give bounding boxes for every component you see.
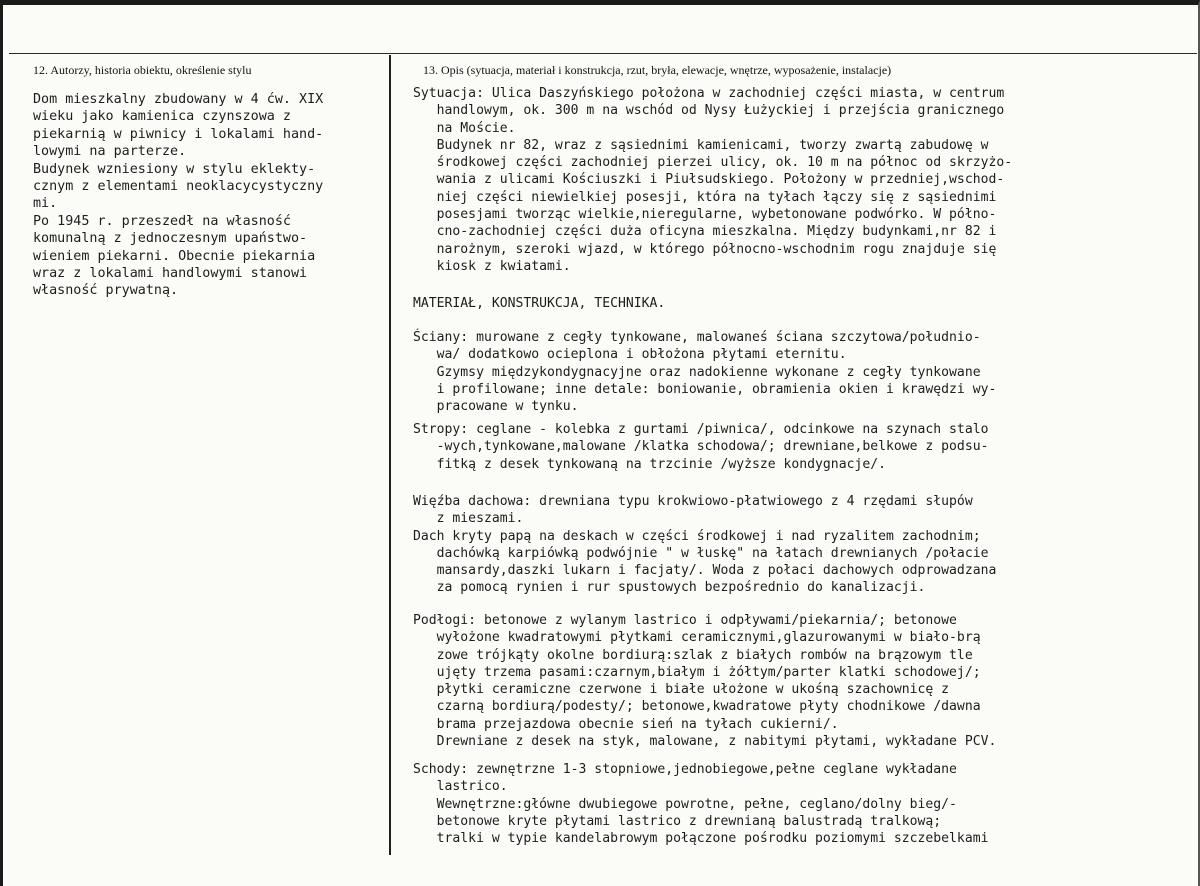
header-rule xyxy=(9,53,1197,54)
column-divider xyxy=(389,55,391,855)
section-schody: Schody: zewnętrzne 1-3 stopniowe,jednobiegowe,pełne ceglane wykładane lastrico. Wewnętrzne:główne dwubiegowe powrotne, pełne, ceglano/dolny bieg/- betonowe kryte płytami lastrico z drewnianą balustradą tralkową; tralki w typie kandelabrowym połączone pośrodku poziomymi szczebelkami xyxy=(413,762,989,847)
section-stropy: Stropy: ceglane - kolebka z gurtami /piwnica/, odcinkowe na szynach stalo -wych,tynkowane,malowane /klatka schodowa/; drewniane,belkowe z podsu- fitką z desek tynkowaną na trzcinie /wyższe kondygnacje/. xyxy=(413,422,989,472)
section-wiazba-dach: Więźba dachowa: drewniana typu krokwiowo-płatwiowego z 4 rzędami słupów z mieszami. Dach kryty papą na deskach w części środkowej i nad ryzalitem zachodnim; dachówką karpiówką podwójnie " w łuskę" na łatach drewnianych /połacie mansardy,daszki lukarn i facjaty/. Woda z połaci dachowych odprowadzana za pomocą rynien i rur spustowych bezpośrednio do kanalizacji. xyxy=(413,494,997,596)
right-column-header: 13. Opis (sytuacja, materiał i konstrukcja, rzut, bryła, elewacje, wnętrze, wyposażenie, instalacje) xyxy=(423,63,892,77)
section-podlogi: Podłogi: betonowe z wylanym lastrico i odpływami/piekarnia/; betonowe wyłożone kwadratowymi płytkami ceramicznymi,glazurowanymi w biało-brą zowe trójkąty okolne bordiurą:szlak z białych rombów na brązowym tle ujęty trzema pasami:czarnym,białym i żółtym/parter klatki schodowej/; płytki ceramiczne czerwone i białe ułożone w ukośną szachownicę z czarną bordiurą/podesty/; betonowe,kwadratowe płyty chodnikowe /dawna brama przejazdowa obecnie sień na tyłach cukierni/. Drewniane z desek na styk, malowane, z nabitymi płytami, wykładane PCV. xyxy=(413,613,997,750)
history-text: Dom mieszkalny zbudowany w 4 ćw. XIX wieku jako kamienica czynszowa z piekarnią w piwnicy i lokalami hand- lowymi na parterze. Budynek wzniesiony w stylu eklekty- cznym z elementami neoklacycystyczny mi. Po 1945 r. przeszedł na własność komunalną z jednoczesnym upaństwo- wieniem piekarni. Obecnie piekarnia wraz z lokalami handlowymi stanowi własność prywatną. xyxy=(33,92,324,299)
section-sytuacja: Sytuacja: Ulica Daszyńskiego położona w zachodniej części miasta, w centrum handlowym, ok. 300 m na wschód od Nysy Łużyckiej i przejścia granicznego na Moście. Budynek nr 82, wraz z sąsiednimi kamienicami, tworzy zwartą zabudowę w środkowej części zachodniej pierzei ulicy, ok. 10 m na północ od skrzyżo- wania z ulicami Kościuszki i Piułsudskiego. Położony w przedniej,wschod- niej części niewielkiej posesji, która na tyłach łączy się z sąsiednimi posesjami tworząc wielkie,nieregularne, wybetonowane podwórko. W półno- cno-zachodniej części duża oficyna mieszkalna. Między budynkami,nr 82 i narożnym, szeroki wjazd, w którego północno-wschodnim rogu znajduje się kiosk z kwiatami. xyxy=(413,86,1013,274)
section-sciany: Ściany: murowane z cegły tynkowane, malowaneś ściana szczytowa/południo- wa/ dodatkowo ocieplona i obłożona płytami eternitu. Gzymsy międzykondygnacyjne oraz nadokienne wykonane z cegły tynkowane i profilowane; inne detale: boniowanie, obramienia okien i krawędzi wy- pracowane w tynku. xyxy=(413,330,997,415)
left-column-header: 12. Autorzy, historia obiektu, określenie stylu xyxy=(33,63,252,77)
section-material-heading: MATERIAŁ, KONSTRUKCJA, TECHNIKA. xyxy=(413,296,666,311)
